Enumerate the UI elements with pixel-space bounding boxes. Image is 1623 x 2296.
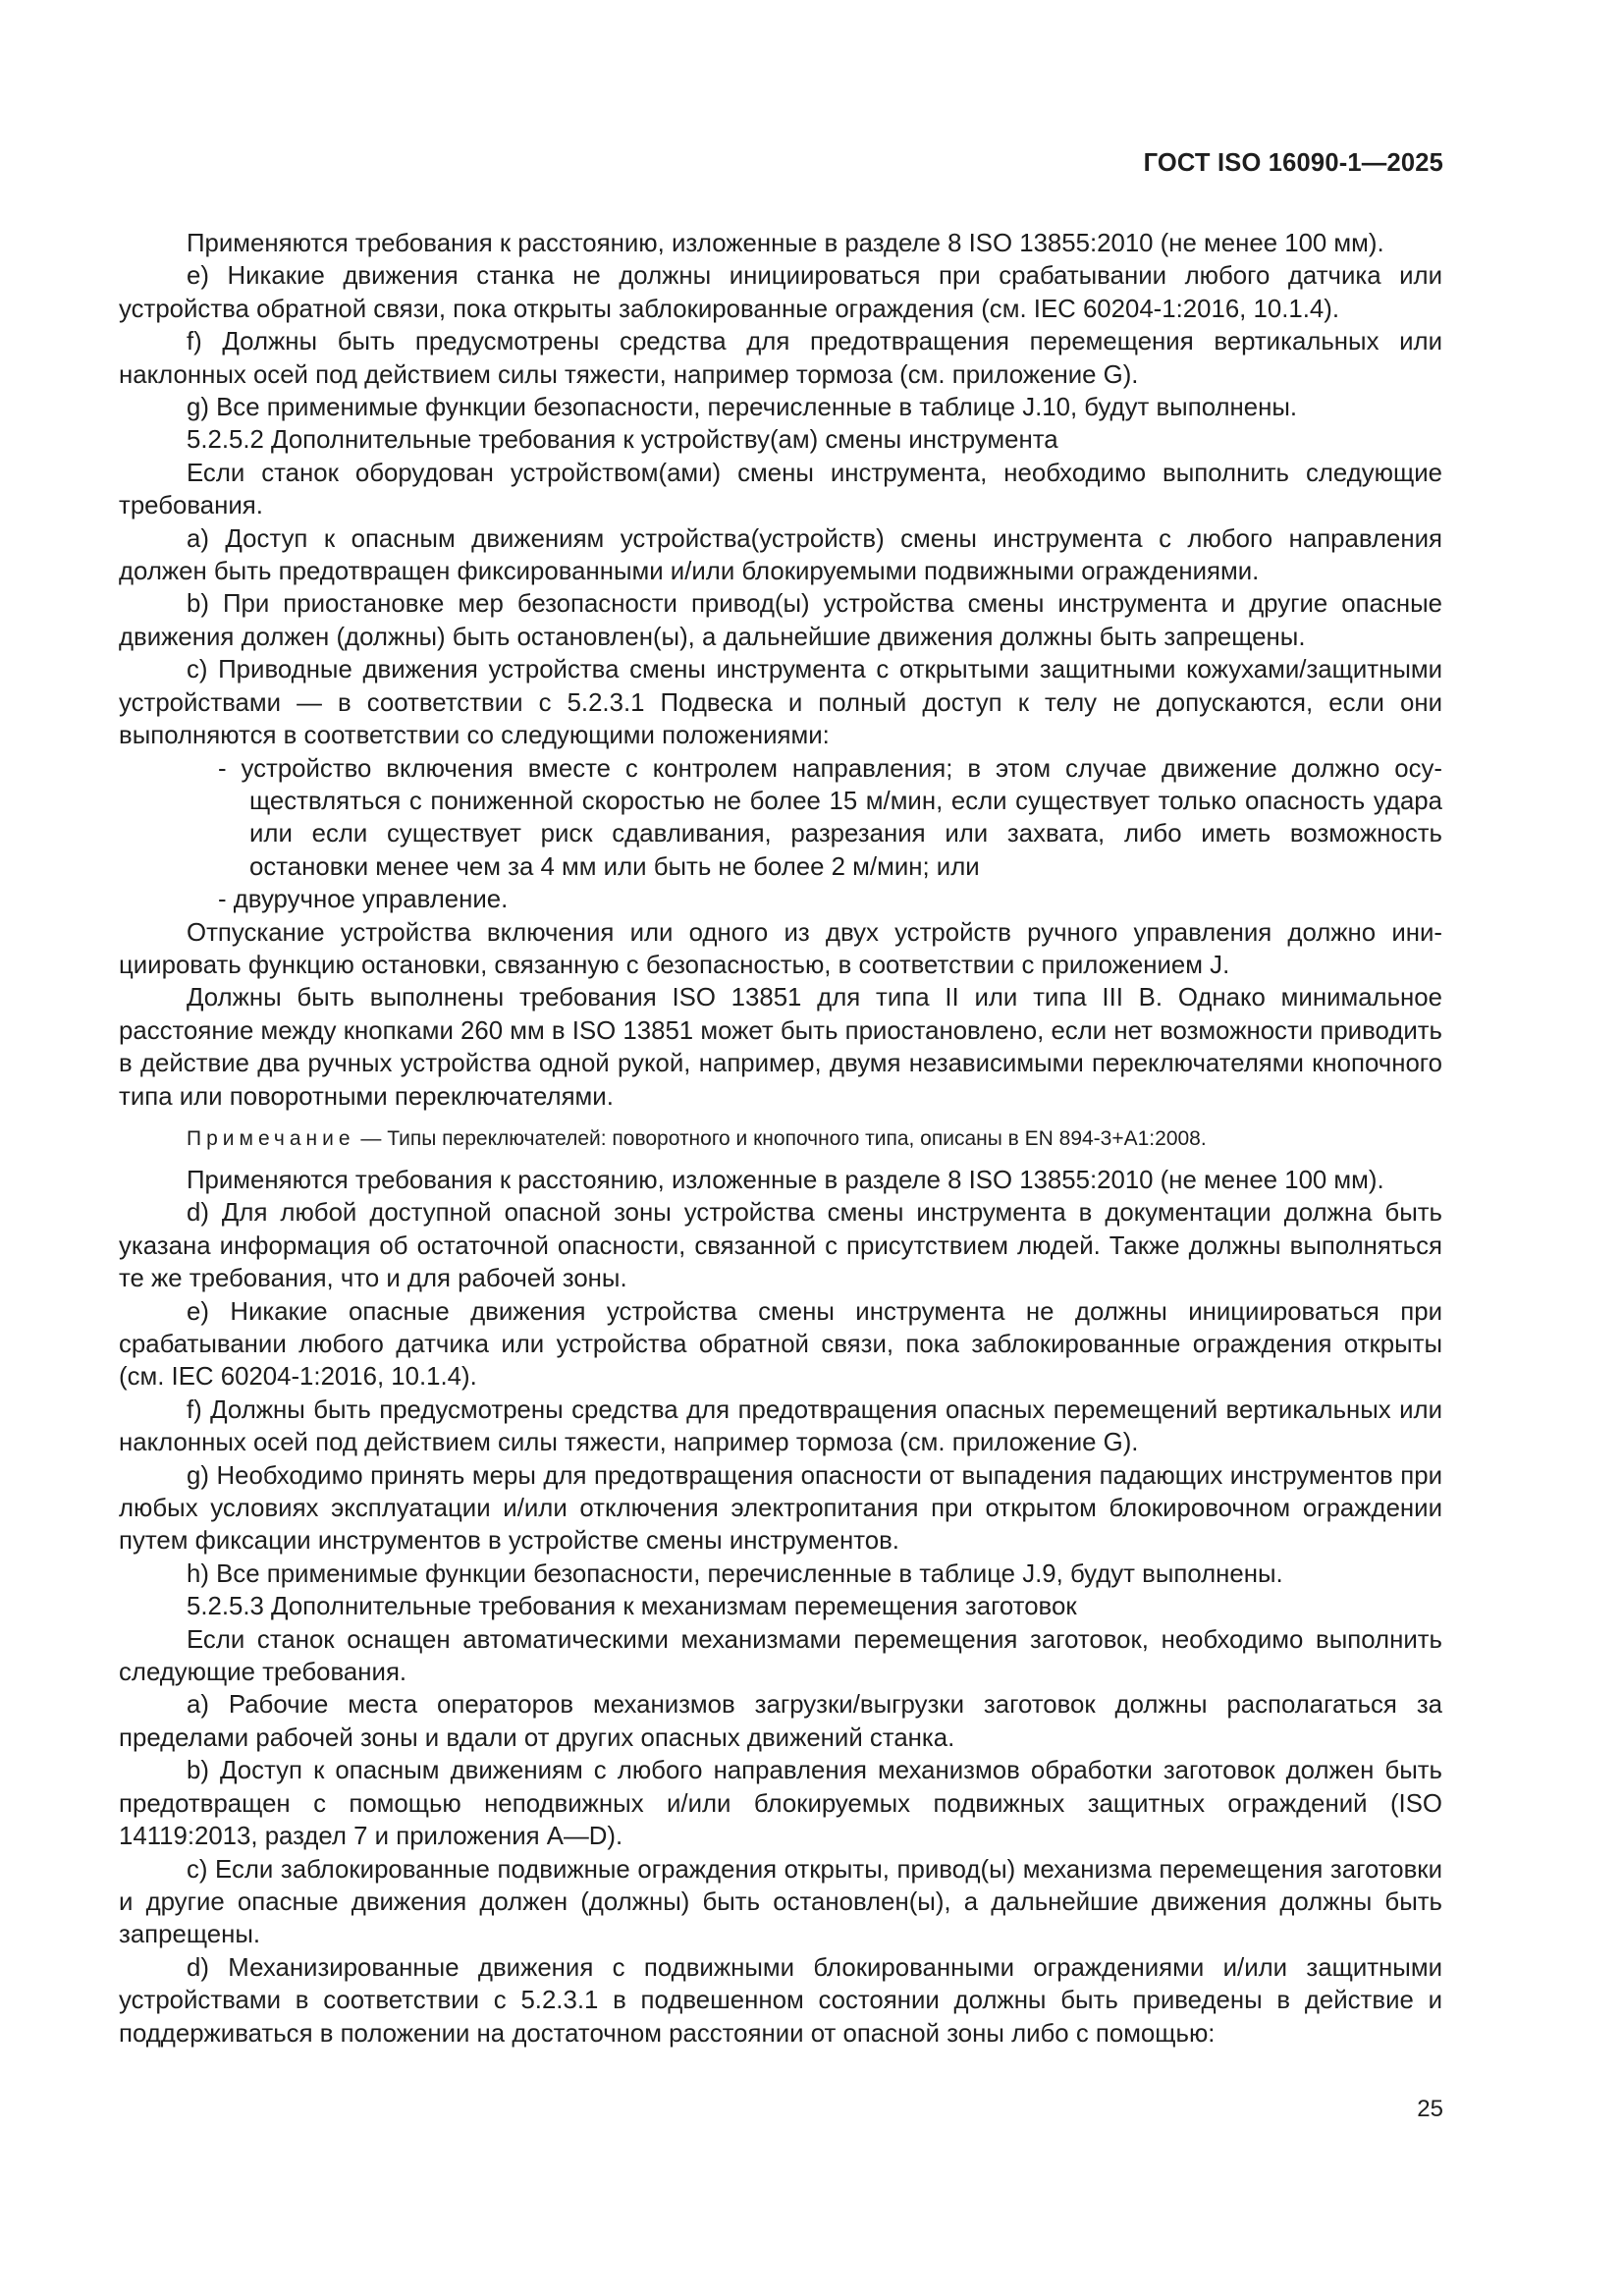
paragraph: c) Если заблокированные подвижные ограждения открыты, привод(ы) механизма перемещения заготовки и другие опасные движения должен (должны) быть остановлен(ы), а дальнейшие движения должны быть запрещены. bbox=[119, 1855, 1442, 1949]
paragraph: Применяются требования к расстоянию, изложенные в разделе 8 ISO 13855:2010 (не менее 100 мм). bbox=[187, 1166, 1384, 1194]
paragraph: e) Никакие опасные движения устройства смены инструмента не должны инициироваться при срабатывании любого датчика или устройства обратной связи, пока заблокированные ограждения открыты (см. IEC 60204-1:2016, 10.1.4). bbox=[119, 1297, 1442, 1392]
paragraph: Должны быть выполнены требования ISO 13851 для типа II или типа III B. Однако минимальное расстояние между кнопками 260 мм в ISO 13851 может быть приостановлено, если нет возможности приводить в действие два ручных устройства одной рукой, например, двумя независимыми переключателями кнопочного типа или поворотными переключателями. bbox=[119, 984, 1442, 1111]
section-heading: 5.2.5.3 Дополнительные требования к механизмам перемещения заготовок bbox=[187, 1593, 1077, 1621]
list-item: - двуручное управление. bbox=[218, 886, 509, 914]
paragraph: h) Все применимые функции безопасности, перечисленные в таблице J.9, будут выполнены. bbox=[187, 1559, 1283, 1588]
paragraph: d) Механизированные движения с подвижными блокированными ограждениями и/или защитными устройствами в соответствии с 5.2.3.1 в подвешенном состоянии должны быть приведены в действие и поддерживаться в положении на достаточном расстоянии от опасной зоны либо с помощью: bbox=[119, 1953, 1442, 2048]
document-header: ГОСТ ISO 16090-1—2025 bbox=[1143, 149, 1443, 177]
paragraph: Если станок оснащен автоматическими механизмами перемещения заготовок, необходимо выполнить следующие требования. bbox=[119, 1625, 1442, 1687]
paragraph: e) Никакие движения станка не должны инициироваться при срабатывании любого датчика или устройства обратной связи, пока открыты заблокированные ограждения (см. IEC 60204-1:2016, 10.1.4). bbox=[119, 262, 1442, 323]
paragraph: a) Рабочие места операторов механизмов загрузки/выгрузки заготовок должны располагаться за пределами рабочей зоны и вдали от других опасных движений станка. bbox=[119, 1691, 1442, 1752]
paragraph: c) Приводные движения устройства смены инструмента с открытыми защитными кожухами/защитными устройствами — в соответствии с 5.2.3.1 Подвеска и полный доступ к телу не допускаются, если они выполняются в соответствии со следующими положениями: bbox=[119, 656, 1442, 750]
paragraph: f) Должны быть предусмотрены средства для предотвращения перемещения вертикальных или наклонных осей под действием силы тяжести, например тормоза (см. приложение G). bbox=[119, 328, 1442, 389]
paragraph: Если станок оборудован устройством(ами) смены инструмента, необходимо выполнить следующие требования. bbox=[119, 459, 1442, 520]
page-number: 25 bbox=[1417, 2096, 1443, 2122]
paragraph: a) Доступ к опасным движениям устройства(устройств) смены инструмента с любого направления должен быть предотвращен фиксированными и/или блокируемыми подвижными ограждениями. bbox=[119, 524, 1442, 586]
paragraph: d) Для любой доступной опасной зоны устройства смены инструмента в документации должна быть указана информация об остаточной опасности, связанной с присутствием людей. Также должны выполняться те же требования, что и для рабочей зоны. bbox=[119, 1199, 1442, 1293]
paragraph: f) Должны быть предусмотрены средства для предотвращения опасных перемещений вертикальных или наклонных осей под действием силы тяжести, например тормоза (см. приложение G). bbox=[119, 1395, 1442, 1457]
note-text: — Типы переключателей: поворотного и кнопочного типа, описаны в EN 894-3+A1:2008. bbox=[354, 1126, 1207, 1150]
paragraph: Отпускание устройства включения или одного из двух устройств ручного управления должно инициировать функцию остановки, связанную с безопасностью, в соответствии с приложением J. bbox=[119, 918, 1442, 979]
list-item: - устройство включения вместе с контролем направления; в этом случае движение должно осуществляться с пониженной скоростью не более 15 м/мин, если существует только опасность удара или если существует риск сдавливания, разрезания или захвата, либо иметь возможность остановки менее чем за 4 мм или быть не более 2 м/мин; или bbox=[218, 754, 1442, 881]
document-body bbox=[119, 228, 1442, 2050]
paragraph: g) Необходимо принять меры для предотвращения опасности от выпадения падающих инструментов при любых условиях эксплуатации и/или отключения электропитания при открытом блокировочном ограждении путем фиксации инструментов в устройстве смены инструментов. bbox=[119, 1461, 1442, 1556]
section-heading: 5.2.5.2 Дополнительные требования к устройству(ам) смены инструмента bbox=[187, 426, 1058, 455]
paragraph: b) Доступ к опасным движениям с любого направления механизмов обработки заготовок должен быть предотвращен с помощью неподвижных и/или блокируемых подвижных защитных ограждений (ISO 14119:2013, раздел 7 и приложения A—D). bbox=[119, 1757, 1442, 1851]
paragraph: b) При приостановке мер безопасности привод(ы) устройства смены инструмента и другие опасные движения должен (должны) быть остановлен(ы), а дальнейшие движения должны быть запрещены. bbox=[119, 590, 1442, 651]
note bbox=[119, 1125, 1442, 1153]
paragraph: g) Все применимые функции безопасности, перечисленные в таблице J.10, будут выполнены. bbox=[187, 394, 1298, 422]
paragraph: Применяются требования к расстоянию, изложенные в разделе 8 ISO 13855:2010 (не менее 100 мм). bbox=[187, 230, 1384, 257]
note-label: Примечание bbox=[187, 1126, 355, 1150]
